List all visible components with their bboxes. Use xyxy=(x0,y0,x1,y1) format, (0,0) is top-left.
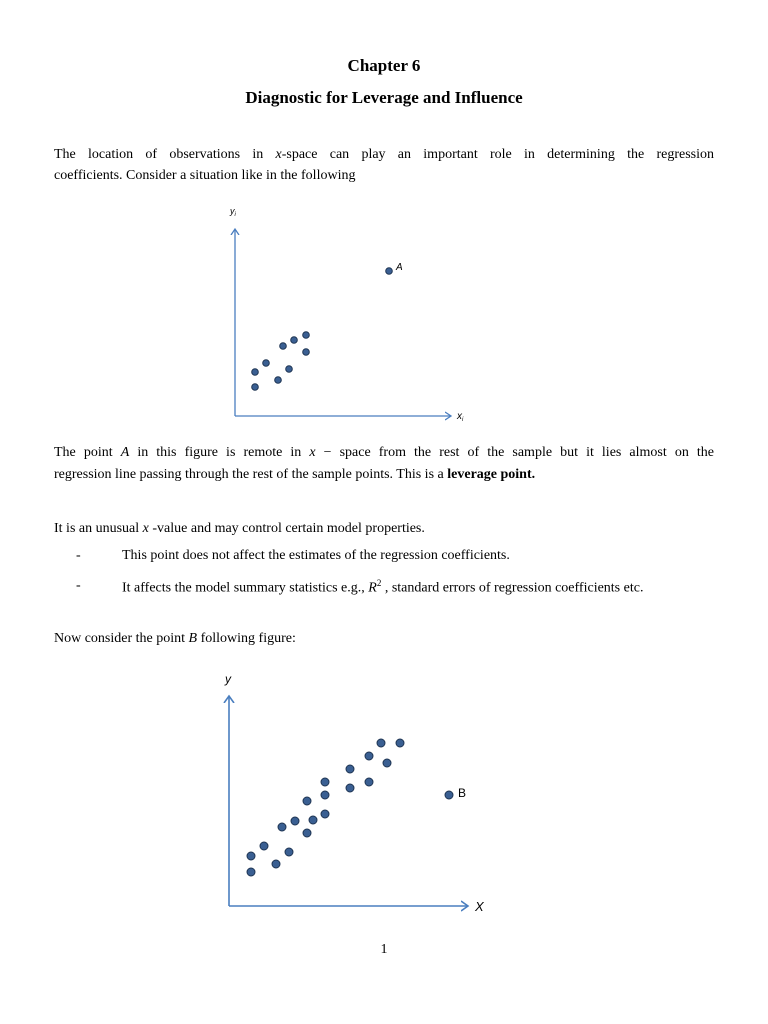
fig2-data-point xyxy=(247,852,255,860)
fig2-data-point xyxy=(346,765,354,773)
fig1-data-point xyxy=(286,366,293,373)
leverage-line-2: regression line passing through the rest of the sample points. This is a leverage point. xyxy=(54,467,536,482)
fig1-data-point xyxy=(280,343,287,350)
fig2-data-point xyxy=(291,817,299,825)
intro-line-2: coefficients. Consider a situation like in the following xyxy=(54,168,356,183)
leverage-line-1: The point A in this figure is remote in x − space from the rest of the sample but it lies almost on the xyxy=(54,445,714,460)
fig1-y-label: $y_i$ xyxy=(230,206,236,218)
fig2-data-point xyxy=(377,739,385,747)
bullet-item-1: This point does not affect the estimates of the regression coefficients. xyxy=(122,548,510,563)
fig2-points xyxy=(247,739,453,876)
fig2-y-label: y xyxy=(225,672,231,686)
fig2-data-point xyxy=(272,860,280,868)
fig1-x-label: $x_i$ xyxy=(457,411,464,423)
bullet-item-2: It affects the model summary statistics e.g., $R^2$ , standard errors of regression coefficients etc. xyxy=(122,578,644,596)
fig2-data-point xyxy=(321,791,329,799)
fig2-data-point xyxy=(278,823,286,831)
fig2-data-point xyxy=(365,778,373,786)
fig2-outlier-point xyxy=(445,791,453,799)
fig2-data-point xyxy=(309,816,317,824)
fig2-data-point xyxy=(396,739,404,747)
fig1-data-point xyxy=(303,349,310,356)
bullet-dash-1: - xyxy=(76,548,81,563)
unusual-x-line: It is an unusual x -value and may control certain model properties. xyxy=(54,521,425,536)
intro-line-1: The location of observations in x-space can play an important role in determining the regression xyxy=(54,147,714,162)
chapter-title: Diagnostic for Leverage and Influence xyxy=(245,88,523,107)
chapter-heading: Chapter 6 xyxy=(347,56,421,75)
fig1-points xyxy=(252,268,393,391)
fig1-data-point xyxy=(252,384,259,391)
fig2-data-point xyxy=(321,778,329,786)
fig2-data-point xyxy=(346,784,354,792)
fig2-data-point xyxy=(285,848,293,856)
fig2-data-point xyxy=(247,868,255,876)
fig1-data-point xyxy=(275,377,282,384)
page-number: 1 xyxy=(380,942,388,957)
fig2-data-point xyxy=(303,829,311,837)
fig2-point-label-b: B xyxy=(458,786,467,800)
fig2-data-point xyxy=(260,842,268,850)
bullet-dash-2: - xyxy=(76,578,81,593)
fig1-outlier-point xyxy=(386,268,393,275)
fig2-x-label: X xyxy=(475,899,484,914)
fig2-data-point xyxy=(321,810,329,818)
fig1-data-point xyxy=(303,332,310,339)
fig2-data-point xyxy=(365,752,373,760)
fig2-data-point xyxy=(383,759,391,767)
fig1-point-label-a: A xyxy=(396,262,403,273)
fig1-data-point xyxy=(252,369,259,376)
fig1-data-point xyxy=(263,360,270,367)
fig2-data-point xyxy=(303,797,311,805)
fig1-data-point xyxy=(291,337,298,344)
point-b-intro: Now consider the point B following figure: xyxy=(54,631,296,646)
